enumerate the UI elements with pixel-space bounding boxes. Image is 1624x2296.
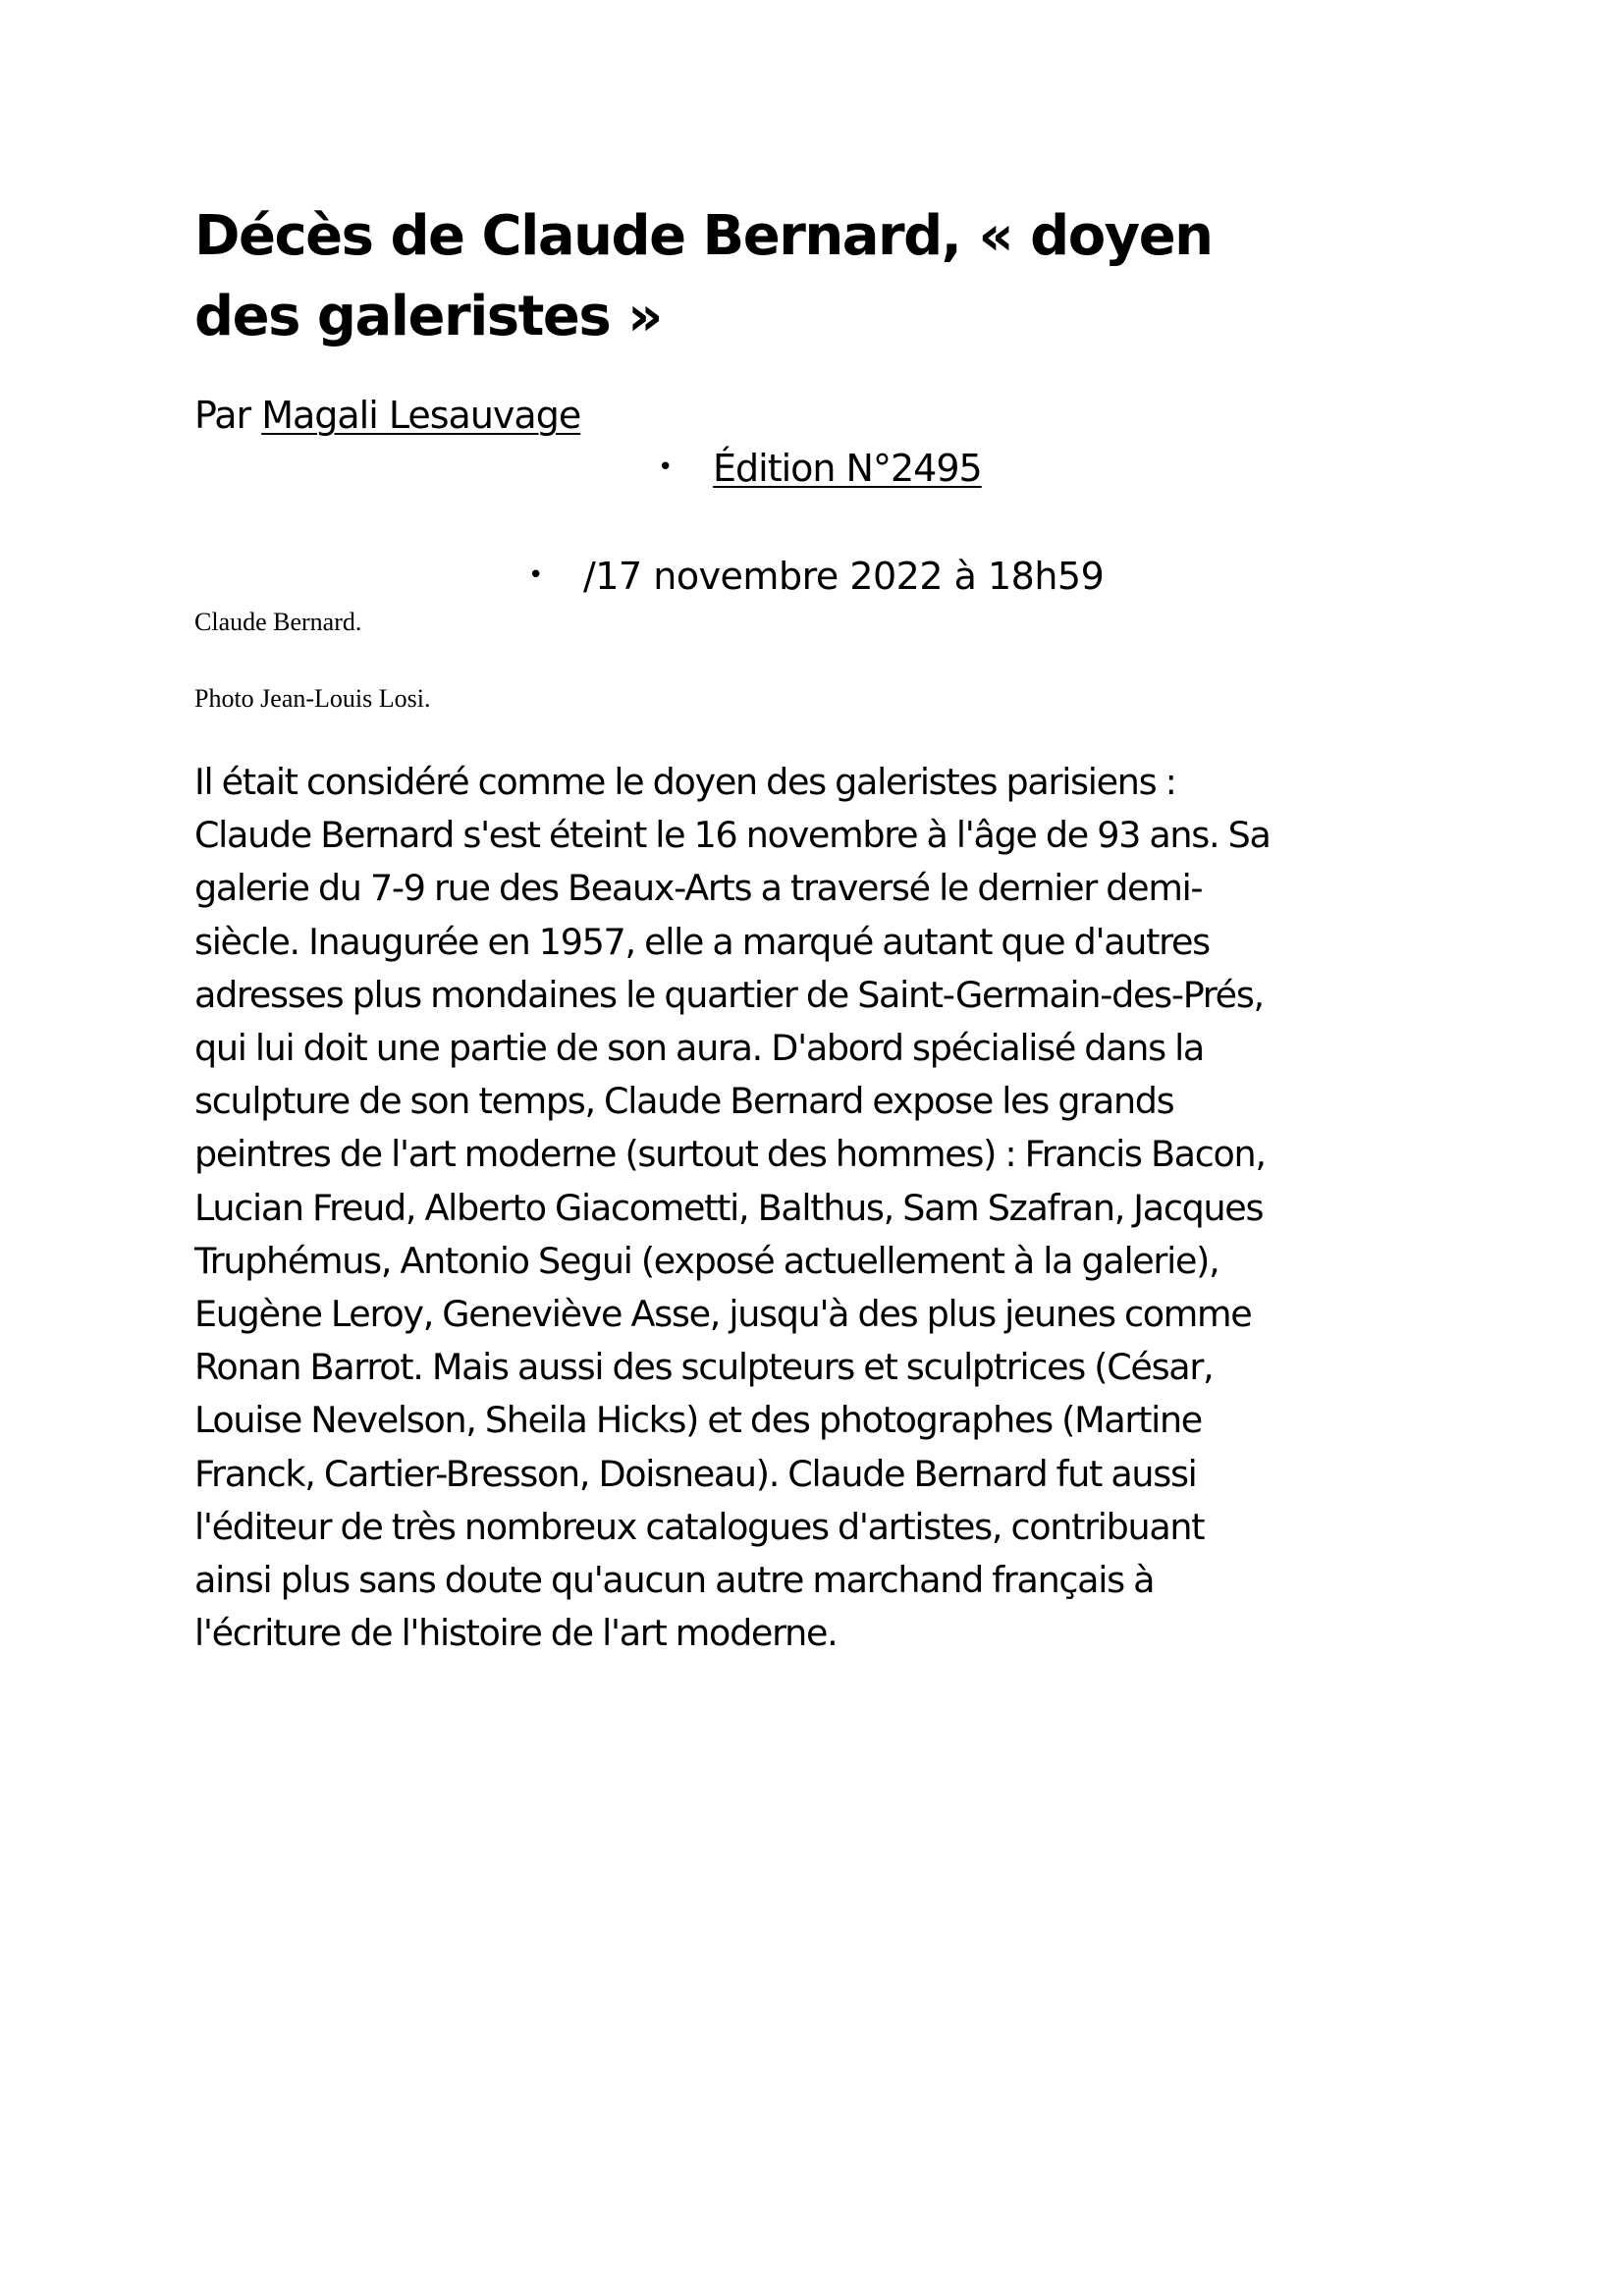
publication-date: /17 novembre 2022 à 18h59 <box>583 555 1105 598</box>
body-line: l'éditeur de très nombreux catalogues d'artistes, contribuant <box>194 1505 1205 1548</box>
body-line: Louise Nevelson, Sheila Hicks) et des photographes (Martine <box>194 1399 1202 1442</box>
body-line: qui lui doit une partie de son aura. D'abord spécialisé dans la <box>194 1027 1204 1070</box>
body-line: peintres de l'art moderne (surtout des hommes) : Francis Bacon, <box>194 1133 1266 1176</box>
publication-date-item <box>528 550 1104 606</box>
byline-prefix: Par <box>194 394 262 437</box>
body-line: galerie du 7-9 rue des Beaux-Arts a traversé le dernier demi- <box>194 867 1203 910</box>
photo-caption: Claude Bernard. <box>194 608 362 636</box>
edition-link[interactable]: Édition N°2495 <box>713 447 982 490</box>
body-line: adresses plus mondaines le quartier de Saint-Germain-des-Prés, <box>194 973 1264 1016</box>
article-title-line: des galeristes » <box>194 285 662 348</box>
body-line: Eugène Leroy, Geneviève Asse, jusqu'à des plus jeunes comme <box>194 1293 1252 1336</box>
body-line: ainsi plus sans doute qu'aucun autre marchand français à <box>194 1559 1155 1602</box>
article-title <box>194 196 1274 357</box>
article-body <box>194 756 1471 1660</box>
bullet-icon: • <box>528 560 543 590</box>
body-line: Claude Bernard s'est éteint le 16 novembre à l'âge de 93 ans. Sa <box>194 814 1271 857</box>
body-line: Ronan Barrot. Mais aussi des sculpteurs et sculptrices (César, <box>194 1346 1214 1389</box>
body-line: Truphémus, Antonio Segui (exposé actuellement à la galerie), <box>194 1239 1219 1282</box>
article-title-line: Décès de Claude Bernard, « doyen <box>194 204 1213 268</box>
body-line: siècle. Inaugurée en 1957, elle a marqué autant que d'autres <box>194 920 1210 963</box>
body-line: Franck, Cartier-Bresson, Doisneau). Claude Bernard fut aussi <box>194 1452 1197 1495</box>
bullet-icon: • <box>658 452 673 482</box>
body-line: l'écriture de l'histoire de l'art moderne. <box>194 1612 838 1655</box>
body-line: Il était considéré comme le doyen des galeristes parisiens : <box>194 761 1176 803</box>
body-line: Lucian Freud, Alberto Giacometti, Balthus, Sam Szafran, Jacques <box>194 1186 1264 1229</box>
author-link[interactable]: Magali Lesauvage <box>261 394 581 437</box>
body-line: sculpture de son temps, Claude Bernard expose les grands <box>194 1080 1174 1123</box>
photo-credit: Photo Jean-Louis Losi. <box>194 684 431 713</box>
edition-item <box>658 442 982 498</box>
byline <box>194 389 580 442</box>
